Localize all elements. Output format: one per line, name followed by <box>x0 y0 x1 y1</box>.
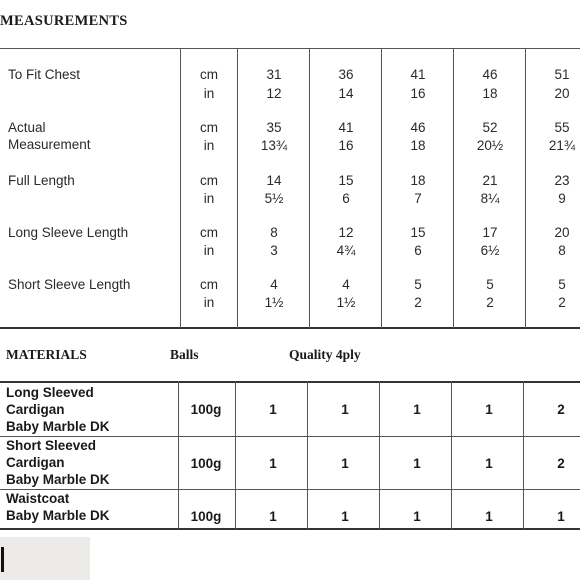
actual-in-size-4: 20½ <box>476 138 504 153</box>
actual-cm-size-4: 52 <box>482 120 498 135</box>
chest-cm-size-2: 36 <box>338 67 354 82</box>
chest-in-size-5: 20 <box>554 86 570 101</box>
chest-cm-size-1: 31 <box>266 67 282 82</box>
material-label-line: Cardigan <box>6 402 65 417</box>
material-weight: 100g <box>190 509 222 524</box>
unit-in: in <box>203 138 215 153</box>
chest-cm-size-5: 51 <box>554 67 570 82</box>
scan-margin-block <box>0 537 90 580</box>
balls-size-3: 1 <box>413 402 421 417</box>
materials-heading: MATERIALS <box>6 347 87 362</box>
short-sleeve-in-size-4: 2 <box>486 295 494 310</box>
material-row-label <box>6 384 110 435</box>
chest-cm-size-4: 46 <box>482 67 498 82</box>
col-divider <box>309 48 310 328</box>
material-row-label <box>6 437 110 488</box>
short-sleeve-in-size-5: 2 <box>558 295 566 310</box>
mat-col-divider <box>379 381 380 529</box>
material-row-label <box>6 490 110 524</box>
long-sleeve-in-size-3: 6 <box>414 243 422 258</box>
long-sleeve-in-size-2: 4¾ <box>336 243 356 258</box>
length-cm-size-3: 18 <box>410 173 426 188</box>
balls-size-4: 1 <box>485 456 493 471</box>
balls-size-2: 1 <box>341 509 349 524</box>
chest-in-size-1: 12 <box>266 86 282 101</box>
actual-in-size-1: 13¾ <box>260 138 288 153</box>
long-sleeve-in-size-5: 8 <box>558 243 566 258</box>
balls-size-3: 1 <box>413 509 421 524</box>
long-sleeve-cm-size-3: 15 <box>410 225 426 240</box>
short-sleeve-cm-size-2: 4 <box>342 277 350 292</box>
quality-label: Quality 4ply <box>289 347 361 362</box>
short-sleeve-cm-size-1: 4 <box>270 277 278 292</box>
chest-cm-size-3: 41 <box>410 67 426 82</box>
balls-size-1: 1 <box>269 509 277 524</box>
actual-in-size-2: 16 <box>338 138 354 153</box>
balls-size-4: 1 <box>485 402 493 417</box>
row-label-long-sleeve-length: Long Sleeve Length <box>8 225 129 240</box>
row-label-short-sleeve-length: Short Sleeve Length <box>8 277 131 292</box>
length-cm-size-5: 23 <box>554 173 570 188</box>
actual-cm-size-5: 55 <box>554 120 570 135</box>
long-sleeve-cm-size-5: 20 <box>554 225 570 240</box>
chest-in-size-3: 16 <box>410 86 426 101</box>
materials-top-rule <box>0 381 580 383</box>
long-sleeve-in-size-1: 3 <box>270 243 278 258</box>
material-label-line: Short Sleeved <box>6 438 97 453</box>
balls-size-3: 1 <box>413 456 421 471</box>
length-in-size-5: 9 <box>558 191 566 206</box>
balls-size-1: 1 <box>269 402 277 417</box>
material-label-line: Cardigan <box>6 455 65 470</box>
long-sleeve-cm-size-4: 17 <box>482 225 498 240</box>
length-in-size-1: 5½ <box>264 191 284 206</box>
balls-size-2: 1 <box>341 456 349 471</box>
length-in-size-2: 6 <box>342 191 350 206</box>
row-label-full-length: Full Length <box>8 173 75 188</box>
actual-cm-size-2: 41 <box>338 120 354 135</box>
material-weight: 100g <box>190 402 222 417</box>
material-label-line: Baby Marble DK <box>6 508 110 523</box>
material-label-line: Baby Marble DK <box>6 419 110 434</box>
materials-bottom-rule <box>0 528 580 530</box>
mat-col-divider <box>307 381 308 529</box>
chest-in-size-4: 18 <box>482 86 498 101</box>
balls-size-2: 1 <box>341 402 349 417</box>
length-in-size-4: 8¼ <box>480 191 500 206</box>
measurements-bottom-rule <box>0 327 580 329</box>
length-in-size-3: 7 <box>414 191 422 206</box>
mat-col-divider <box>523 381 524 529</box>
col-divider <box>453 48 454 328</box>
long-sleeve-in-size-4: 6½ <box>480 243 500 258</box>
material-label-line: Baby Marble DK <box>6 472 110 487</box>
actual-in-size-5: 21¾ <box>548 138 576 153</box>
unit-cm: cm <box>200 277 218 292</box>
balls-size-4: 1 <box>485 509 493 524</box>
short-sleeve-cm-size-3: 5 <box>414 277 422 292</box>
balls-size-5: 1 <box>557 509 565 524</box>
unit-in: in <box>203 295 215 310</box>
balls-size-5: 2 <box>557 402 565 417</box>
unit-in: in <box>203 243 215 258</box>
material-weight: 100g <box>190 456 222 471</box>
chest-in-size-2: 14 <box>338 86 354 101</box>
short-sleeve-in-size-3: 2 <box>414 295 422 310</box>
length-cm-size-4: 21 <box>482 173 498 188</box>
long-sleeve-cm-size-1: 8 <box>270 225 278 240</box>
unit-cm: cm <box>200 67 218 82</box>
row-label-to-fit-chest: To Fit Chest <box>8 67 81 82</box>
material-label-line: Long Sleeved <box>6 385 94 400</box>
length-cm-size-2: 15 <box>338 173 354 188</box>
short-sleeve-cm-size-4: 5 <box>486 277 494 292</box>
measurements-heading: MEASUREMENTS <box>0 13 128 29</box>
short-sleeve-cm-size-5: 5 <box>558 277 566 292</box>
balls-size-1: 1 <box>269 456 277 471</box>
material-label-line: Waistcoat <box>6 491 70 506</box>
scan-edge-mark <box>1 547 4 572</box>
col-divider <box>381 48 382 328</box>
balls-label: Balls <box>170 347 199 362</box>
actual-cm-size-1: 35 <box>266 120 282 135</box>
unit-in: in <box>203 86 215 101</box>
actual-cm-size-3: 46 <box>410 120 426 135</box>
measurements-top-rule <box>0 48 580 49</box>
short-sleeve-in-size-1: 1½ <box>264 295 284 310</box>
unit-cm: cm <box>200 173 218 188</box>
long-sleeve-cm-size-2: 12 <box>338 225 354 240</box>
unit-cm: cm <box>200 120 218 135</box>
unit-cm: cm <box>200 225 218 240</box>
col-divider <box>525 48 526 328</box>
row-label-actual-measurement: Actual Measurement <box>8 120 91 152</box>
balls-size-5: 2 <box>557 456 565 471</box>
length-cm-size-1: 14 <box>266 173 282 188</box>
actual-in-size-3: 18 <box>410 138 426 153</box>
unit-in: in <box>203 191 215 206</box>
short-sleeve-in-size-2: 1½ <box>336 295 356 310</box>
mat-col-divider <box>451 381 452 529</box>
